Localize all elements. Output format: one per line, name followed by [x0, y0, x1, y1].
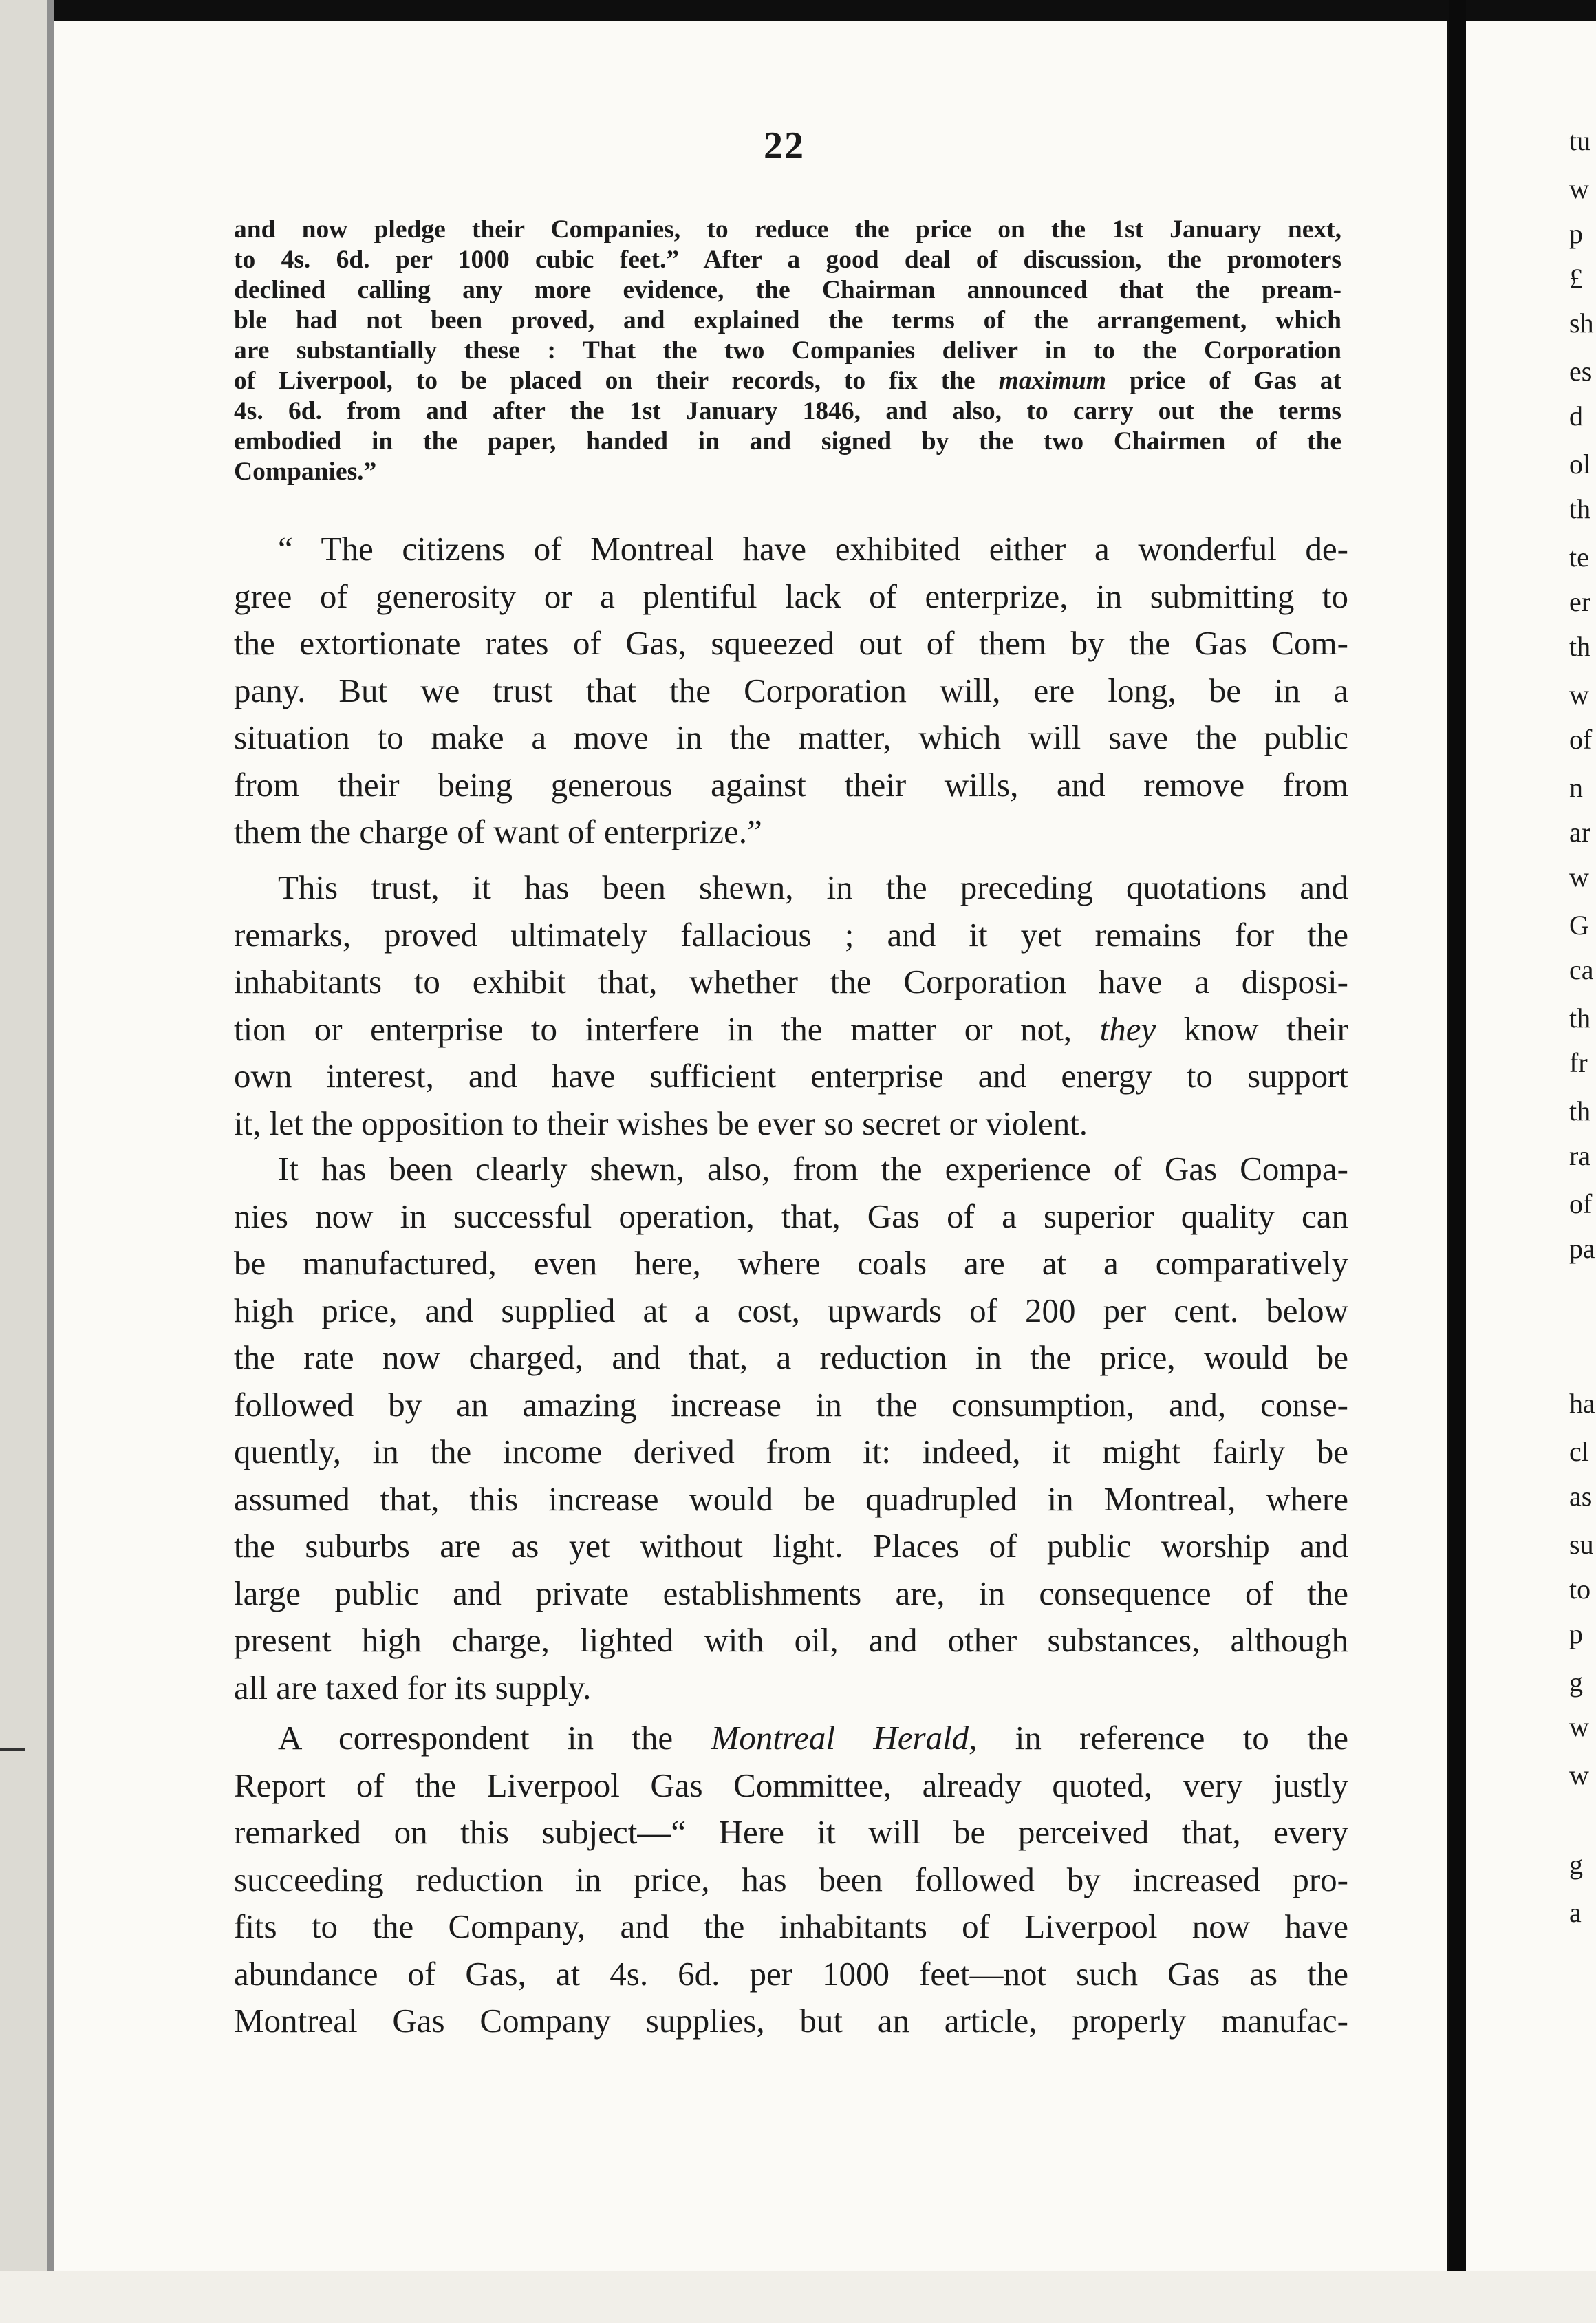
- text-line: all are taxed for its supply.: [234, 1668, 592, 1706]
- text-line: This trust, it has been shewn, in the preceding quotations and: [278, 868, 1348, 906]
- facing-page-letters: th: [1569, 493, 1591, 524]
- quote-line: to 4s. 6d. per 1000 cubic feet.” After a good deal of discussion, the promoters: [234, 246, 1341, 274]
- facing-page-letters: d: [1569, 400, 1583, 431]
- facing-page-letters: te: [1569, 542, 1589, 572]
- text-line: own interest, and have sufficient enterprise and energy to support: [234, 1057, 1348, 1095]
- facing-page-letters: w: [1569, 173, 1589, 204]
- text-line: remarks, proved ultimately fallacious ; and it yet remains for the: [234, 915, 1348, 954]
- facing-page-letters: g: [1569, 1667, 1583, 1698]
- text-line: it, let the opposition to their wishes be ever so secret or violent.: [234, 1104, 1088, 1142]
- text-line: assumed that, this increase would be quadrupled in Montreal, where: [234, 1479, 1348, 1518]
- facing-page-letters: pa: [1569, 1233, 1595, 1264]
- scan-bottom-margin: [0, 2271, 1596, 2323]
- scan-top-border: [0, 0, 1596, 21]
- facing-page-letters: of: [1569, 724, 1593, 755]
- facing-page-letters: fr: [1569, 1047, 1588, 1078]
- text-line: “ The citizens of Montreal have exhibited either a wonderful de-: [278, 530, 1348, 568]
- text-line: It has been clearly shewn, also, from the experience of Gas Compa-: [278, 1150, 1348, 1188]
- paragraph-montreal-herald: [234, 1715, 1348, 2045]
- quote-line: ble had not been proved, and explained the terms of the arrangement, which: [234, 306, 1341, 334]
- facing-page-letters: a: [1569, 1897, 1582, 1928]
- text-line: pany. But we trust that the Corporation will, ere long, be in a: [234, 671, 1348, 709]
- facing-page-letters: w: [1569, 1711, 1589, 1742]
- quote-line: and now pledge their Companies, to reduce the price on the 1st January next,: [234, 215, 1341, 244]
- facing-page-letters: th: [1569, 1095, 1591, 1126]
- facing-page-fragment: [1466, 21, 1596, 2271]
- facing-page-letters: er: [1569, 586, 1591, 617]
- paragraph-trust-fallacious: [234, 864, 1348, 1147]
- text-line: large public and private establishments are, in consequence of the: [234, 1574, 1348, 1612]
- text-line: be manufactured, even here, where coals are at a comparatively: [234, 1244, 1348, 1282]
- paragraph-clearly-shewn: [234, 1146, 1348, 1711]
- facing-page-letters: ol: [1569, 449, 1591, 480]
- text-line: inhabitants to exhibit that, whether the Corporation have a disposi-: [234, 963, 1348, 1000]
- text-line: nies now in successful operation, that, Gas of a superior quality can: [234, 1197, 1348, 1235]
- text-line: situation to make a move in the matter, which will save the public: [234, 718, 1348, 756]
- text-line: gree of generosity or a plentiful lack of enterprize, in submitting to: [234, 577, 1348, 615]
- text-line: succeeding reduction in price, has been followed by increased pro-: [234, 1860, 1348, 1898]
- facing-page-letters: es: [1569, 356, 1593, 387]
- text-line: them the charge of want of enterprize.”: [234, 813, 762, 850]
- quote-line: embodied in the paper, handed in and signed by the two Chairmen of the: [234, 427, 1341, 456]
- facing-page-letters: cl: [1569, 1436, 1589, 1467]
- page-number: 22: [764, 125, 805, 167]
- facing-page-letters: ca: [1569, 954, 1594, 985]
- book-gutter: [1449, 0, 1466, 2323]
- quoted-report-excerpt: [234, 215, 1341, 487]
- facing-page-letters: n: [1569, 772, 1583, 803]
- text-line: the rate now charged, and that, a reduction in the price, would be: [234, 1338, 1348, 1376]
- facing-page-letters: sh: [1569, 308, 1594, 339]
- text-line: abundance of Gas, at 4s. 6d. per 1000 feet—not such Gas as the: [234, 1954, 1348, 1993]
- quote-line: 4s. 6d. from and after the 1st January 1846, and also, to carry out the terms: [234, 397, 1341, 425]
- text-line: the extortionate rates of Gas, squeezed out of them by the Gas Com-: [234, 624, 1348, 662]
- facing-page-letters: as: [1569, 1481, 1593, 1512]
- facing-page-letters: g: [1569, 1849, 1583, 1880]
- text-line: Montreal Gas Company supplies, but an article, properly manufac-: [234, 2002, 1348, 2040]
- facing-page-letters: su: [1569, 1529, 1594, 1560]
- text-line: tion or enterprise to interfere in the matter or not, they know their: [234, 1009, 1348, 1048]
- text-line: remarked on this subject—“ Here it will be perceived that, every: [234, 1813, 1348, 1851]
- quote-line: are substantially these : That the two Companies deliver in to the Corporation: [234, 336, 1341, 365]
- facing-page-letters: w: [1569, 679, 1589, 710]
- left-edge-shadow: [47, 0, 54, 2323]
- facing-page-letters: p: [1569, 218, 1583, 249]
- text-line: the suburbs are as yet without light. Places of public worship and: [234, 1527, 1348, 1565]
- facing-page-letters: G: [1569, 910, 1589, 941]
- quote-line: declined calling any more evidence, the Chairman announced that the pream-: [234, 276, 1341, 304]
- margin-mark: [0, 1748, 25, 1751]
- facing-page-letters: th: [1569, 631, 1591, 662]
- text-line: Report of the Liverpool Gas Committee, already quoted, very justly: [234, 1766, 1348, 1804]
- quote-line: of Liverpool, to be placed on their records, to fix the maximum price of Gas at: [234, 367, 1341, 395]
- facing-page-letters: ha: [1569, 1388, 1595, 1419]
- facing-page-letters: £: [1569, 263, 1583, 294]
- left-page-edge: [0, 0, 48, 2323]
- italic-emphasis: they: [1099, 1009, 1156, 1048]
- facing-page-letters: w: [1569, 861, 1589, 892]
- text-line: present high charge, lighted with oil, and other substances, although: [234, 1621, 1348, 1659]
- text-line: high price, and supplied at a cost, upwards of 200 per cent. below: [234, 1291, 1348, 1329]
- italic-emphasis: maximum: [998, 367, 1106, 395]
- text-line: fits to the Company, and the inhabitants of Liverpool now have: [234, 1907, 1348, 1945]
- facing-page-letters: ar: [1569, 817, 1591, 848]
- facing-page-letters: w: [1569, 1759, 1589, 1790]
- facing-page-letters: th: [1569, 1003, 1591, 1034]
- quote-line: Companies.”: [234, 458, 377, 486]
- facing-page-letters: to: [1569, 1574, 1591, 1605]
- text-line: followed by an amazing increase in the consumption, and, conse-: [234, 1385, 1348, 1424]
- text-line: A correspondent in the Montreal Herald, in reference to the: [278, 1719, 1348, 1757]
- text-line: quently, in the income derived from it: indeed, it might fairly be: [234, 1433, 1348, 1470]
- italic-emphasis: Montreal Herald,: [711, 1719, 978, 1757]
- facing-page-letters: of: [1569, 1188, 1593, 1219]
- paragraph-citizens-quote: [234, 526, 1348, 856]
- text-line: from their being generous against their wills, and remove from: [234, 765, 1348, 804]
- facing-page-letters: tu: [1569, 125, 1591, 156]
- facing-page-letters: p: [1569, 1618, 1583, 1649]
- facing-page-letters: ra: [1569, 1140, 1591, 1171]
